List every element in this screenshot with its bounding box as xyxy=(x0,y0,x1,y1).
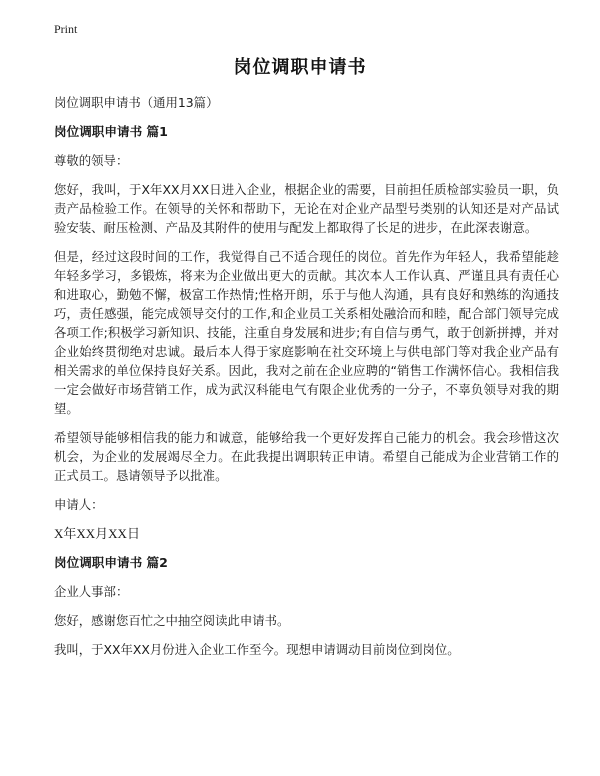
paragraph-1: 您好，我叫，于X年XX月XX日进入企业，根据企业的需要，目前担任质检部实验员一职，负责产品检验工作。在领导的关怀和帮助下，无论在对企业产品型号类别的认知还是对产品试验安装、耐压检测、产品及其附件的使用与配发上都取得了长足的进步，在此深表谢意。 xyxy=(54,182,559,235)
section-heading-2: 岗位调职申请书 篇2 xyxy=(54,555,168,570)
date-line: X年XX月XX日 xyxy=(54,526,140,541)
print-label[interactable]: Print xyxy=(54,22,78,36)
greeting-line-2: 企业人事部： xyxy=(54,584,129,599)
applicant-line: 申请人： xyxy=(54,497,104,512)
paragraph-4: 您好，感谢您百忙之中抽空阅读此申请书。 xyxy=(54,613,290,628)
paragraph-3: 希望领导能够相信我的能力和诚意，能够给我一个更好发挥自己能力的机会。我会珍惜这次机会，为企业的发展竭尽全力。在此我提出调职转正申请。希望自己能成为企业营销工作的正式员工。恳请领导予以批准。 xyxy=(54,430,559,483)
paragraph-2: 但是，经过这段时间的工作，我觉得自己不适合现任的岗位。首先作为年轻人，我希望能趁年轻多学习，多锻炼，将来为企业做出更大的贡献。其次本人工作认真、严谨且具有责任心和进取心，勤勉不懈，极富工作热情;性格开朗，乐于与他人沟通，具有良好和熟练的沟通技巧，责任感强，能完成领导交付的工作,和企业员工关系相处融洽而和睦，配合部门领导完成各项工作;积极学习新知识、技能，注重自身发展和进步;有自信与勇气，敢于创新拼搏，并对企业始终贯彻绝对忠诚。最后本人得于家庭影响在社交环境上与供电部门等对我企业产品有相关需求的单位保持良好关系。因此，我对之前在企业应聘的“销售工作满怀信心。我相信我一定会做好市场营销工作，成为武汉科能电气有限企业优秀的一分子，不辜负领导对我的期望。 xyxy=(54,249,559,416)
document-subtitle: 岗位调职申请书（通用13篇） xyxy=(54,95,219,110)
section-heading-1: 岗位调职申请书 篇1 xyxy=(54,124,168,139)
paragraph-5: 我叫，于XX年XX月份进入企业工作至今。现想申请调动目前岗位到岗位。 xyxy=(54,642,460,657)
document-title: 岗位调职申请书 xyxy=(233,57,367,78)
greeting-line-1: 尊敬的领导： xyxy=(54,153,129,168)
document-body xyxy=(54,93,559,667)
